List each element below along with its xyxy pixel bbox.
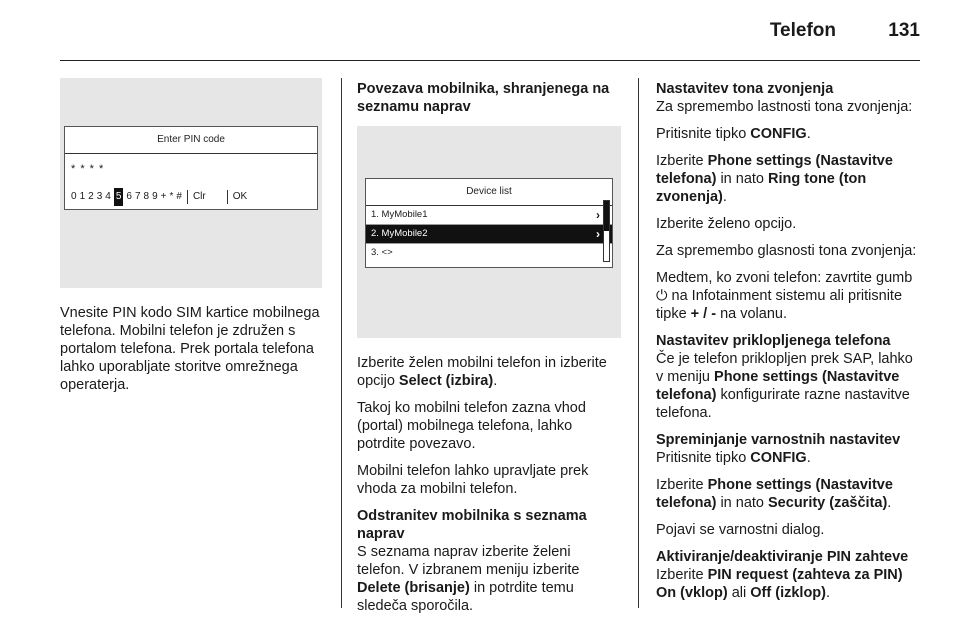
col3-paragraph-7 — [656, 350, 924, 422]
column-divider-2 — [638, 78, 639, 608]
key-term: CONFIG — [750, 126, 807, 142]
text: . — [806, 450, 811, 466]
key-term: + / - — [690, 306, 717, 322]
text: Če je telefon priklopljen prek SAP, lahko v meniju — [656, 351, 913, 385]
device-list-item-selected — [366, 225, 612, 244]
col3-paragraph-1: Za spremembo lastnosti tona zvonjenja: — [656, 99, 913, 115]
col3-paragraph-3 — [656, 152, 924, 206]
key-4: 4 — [105, 191, 111, 202]
menu-term: Security (zaščita) — [768, 495, 888, 511]
text: Medtem, ko zvoni telefon: zavrtite gumb — [656, 270, 913, 286]
key-star: * — [169, 191, 174, 202]
device-item-label: 2. MyMobile2 — [371, 228, 428, 239]
key-hash: # — [176, 191, 182, 202]
col2-paragraph-1 — [357, 354, 621, 390]
column-1 — [60, 78, 322, 403]
text: Izberite želen mobilni telefon in izberite opcijo — [357, 355, 607, 389]
key-5-selected: 5 — [114, 188, 124, 206]
text: na volanu. — [716, 306, 788, 322]
key-8: 8 — [143, 191, 150, 202]
text: in potrdite temu sledeča sporočila. — [357, 580, 574, 614]
pin-entry-field: * * * * — [71, 163, 105, 175]
text: Pritisnite tipko — [656, 126, 751, 142]
header-rule — [60, 60, 920, 61]
text: . — [806, 126, 811, 142]
menu-term: Phone settings (Nastavitve telefona) — [656, 477, 893, 511]
text: . — [887, 495, 892, 511]
key-clr: Clr — [192, 191, 206, 202]
scrollbar — [603, 200, 610, 262]
column-divider-1 — [341, 78, 342, 608]
menu-term: Delete (brisanje) — [357, 580, 470, 596]
key-2: 2 — [88, 191, 94, 202]
device-item-label: 1. MyMobile1 — [371, 209, 428, 220]
col3-paragraph-5: Za spremembo glasnosti tona zvonjenja: — [656, 243, 917, 259]
key-separator — [187, 190, 188, 204]
section-heading-security: Spreminjanje varnostnih nastavitev — [656, 432, 901, 448]
col2-paragraph-2: Takoj ko mobilni telefon zazna vhod (portal) mobilnega telefona, lahko potrdite povezavo. — [357, 400, 586, 452]
menu-term: Phone settings (Nastavitve telefona) — [656, 153, 893, 187]
chevron-right-icon: › — [596, 208, 600, 222]
text: . — [826, 585, 831, 601]
key-plus: + — [160, 191, 167, 202]
device-list-item — [366, 244, 612, 262]
text: ali — [727, 585, 751, 601]
key-9: 9 — [152, 191, 158, 202]
section-heading-pin-request: Aktiviranje/deaktiviranje PIN zahteve — [656, 549, 909, 565]
section-heading-connect: Povezava mobilnika, shranjenega na seznamu naprav — [357, 81, 610, 115]
section-heading-remove: Odstranitev mobilnika s seznama naprav — [357, 508, 587, 542]
power-knob-icon: ⏻ — [656, 288, 668, 304]
col3-paragraph-10: Pojavi se varnostni dialog. — [656, 522, 825, 538]
col3-paragraph-11 — [656, 566, 924, 602]
text: . — [722, 189, 727, 205]
key-3: 3 — [96, 191, 103, 202]
key-6: 6 — [126, 191, 132, 202]
text: na Infotainment sistemu ali pritisnite tipke — [656, 288, 903, 322]
page-header — [60, 0, 920, 62]
key-ok: OK — [232, 191, 248, 202]
menu-term: Select (izbira) — [398, 373, 494, 389]
column-3 — [656, 80, 924, 611]
col3-paragraph-6 — [656, 269, 924, 323]
menu-term: Phone settings (Nastavitve telefona) — [656, 369, 900, 403]
col2-paragraph-4 — [357, 543, 621, 615]
text: konfigurirate razne nastavitve telefona. — [656, 387, 910, 421]
pin-screen — [64, 126, 318, 210]
col1-paragraph: Vnesite PIN kodo SIM kartice mobilnega telefona. Mobilni telefon je združen s portalom telefona. Prek portala telefona lahko uporabljate storitve omrežnega operaterja. — [60, 305, 320, 393]
section-heading-ringtone: Nastavitev tona zvonjenja — [656, 81, 834, 97]
pin-code-figure — [60, 78, 322, 288]
text: Izberite — [656, 477, 708, 493]
device-item-label: 3. <> — [371, 247, 393, 258]
key-1: 1 — [79, 191, 86, 202]
pin-keypad — [65, 180, 317, 206]
col2-paragraph-3: Mobilni telefon lahko upravljate prek vhoda za mobilni telefon. — [357, 463, 589, 497]
menu-term: Ring tone (ton zvonenja) — [656, 171, 867, 205]
header-title: Telefon — [769, 20, 836, 41]
column-2 — [357, 80, 621, 624]
page-number: 131 — [888, 20, 920, 41]
menu-term: PIN request (zahteva za PIN) On (vklop) — [656, 567, 903, 601]
col3-paragraph-2 — [656, 125, 924, 143]
device-list-screen — [365, 178, 613, 268]
col3-paragraph-4: Izberite želeno opcijo. — [656, 216, 797, 232]
device-list-title: Device list — [466, 186, 512, 197]
text: . — [493, 373, 498, 389]
text: in nato — [716, 495, 769, 511]
col3-paragraph-9 — [656, 476, 924, 512]
key-term: CONFIG — [750, 450, 807, 466]
text: Izberite — [656, 567, 708, 583]
menu-term: Off (izklop) — [750, 585, 826, 601]
chevron-right-icon: › — [596, 227, 600, 241]
section-heading-connected-phone: Nastavitev priklopljenega telefona — [656, 333, 891, 349]
col3-paragraph-8 — [656, 449, 924, 467]
text: in nato — [716, 171, 769, 187]
device-list-item — [366, 206, 612, 225]
key-0: 0 — [71, 191, 77, 202]
device-list-figure — [357, 126, 621, 338]
key-7: 7 — [134, 191, 141, 202]
text: S seznama naprav izberite želeni telefon. V izbranem meniju izberite — [357, 544, 580, 578]
key-separator — [227, 190, 228, 204]
scrollbar-thumb — [604, 201, 609, 231]
text: Pritisnite tipko — [656, 450, 751, 466]
pin-screen-title: Enter PIN code — [157, 134, 225, 145]
text: Izberite — [656, 153, 708, 169]
